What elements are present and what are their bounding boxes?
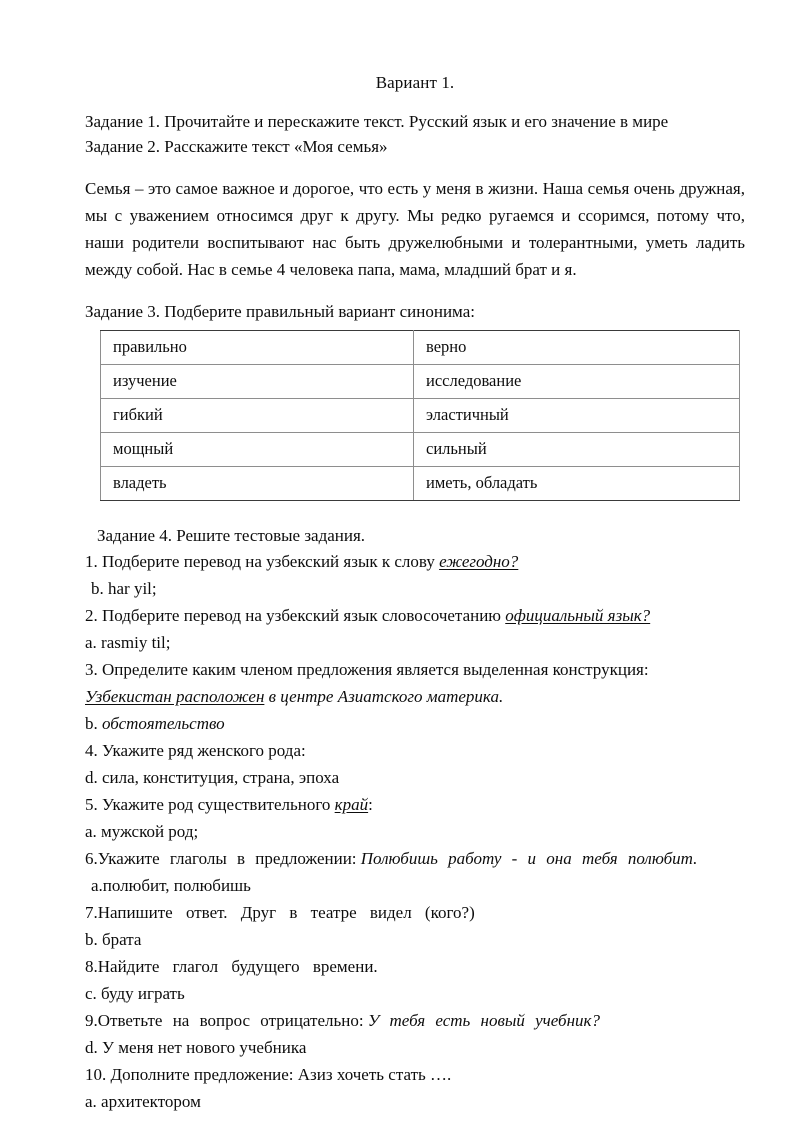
question-1-emphasis: ежегодно? bbox=[439, 551, 519, 571]
question-5-text: Укажите род существительного bbox=[102, 794, 331, 814]
question-6-prompt bbox=[85, 845, 745, 872]
question-3-number: 3. bbox=[85, 659, 98, 679]
question-7-answer-letter: b. bbox=[85, 929, 98, 949]
question-6-answer bbox=[85, 872, 745, 899]
question-10-answer-letter: a. bbox=[85, 1091, 97, 1111]
question-1-prompt bbox=[85, 548, 745, 575]
question-3-text: Определите каким членом предложения является выделенная конструкция: bbox=[102, 659, 649, 679]
question-10-answer-text: архитектором bbox=[101, 1091, 201, 1111]
question-7-prompt bbox=[85, 899, 745, 926]
question-2-answer-letter: a. bbox=[85, 632, 97, 652]
question-8-prompt bbox=[85, 953, 745, 980]
question-3-answer-letter: b. bbox=[85, 713, 98, 733]
question-2-answer bbox=[85, 629, 745, 656]
question-1-number: 1. bbox=[85, 551, 98, 571]
page-title: Вариант 1. bbox=[375, 73, 455, 92]
question-4-answer-letter: d. bbox=[85, 767, 98, 787]
table-cell-synonym: исследование bbox=[414, 364, 740, 398]
question-1-answer-letter: b. bbox=[91, 578, 104, 598]
synonym-table bbox=[100, 330, 740, 501]
question-2-text: Подберите перевод на узбекский язык словосочетанию bbox=[102, 605, 502, 625]
question-4-number: 4. bbox=[85, 740, 98, 760]
question-7-answer-text: брата bbox=[102, 929, 142, 949]
table-cell-word: мощный bbox=[101, 432, 414, 466]
question-5-answer-letter: a. bbox=[85, 821, 97, 841]
task-4-heading: Задание 4. Решите тестовые задания. bbox=[97, 525, 366, 545]
question-4-prompt bbox=[85, 737, 745, 764]
question-2-answer-text: rasmiy til; bbox=[101, 632, 171, 652]
question-9-text: Ответьте на вопрос отрицательно: bbox=[97, 1010, 364, 1030]
document-content bbox=[85, 72, 745, 1115]
question-10-number: 10. bbox=[85, 1064, 107, 1084]
question-9-emphasis: У тебя есть новый учебник? bbox=[367, 1010, 600, 1030]
question-6-emphasis: Полюбишь работу - и она тебя полюбит. bbox=[360, 848, 698, 868]
question-6-answer-letter: a. bbox=[91, 875, 103, 895]
question-8-number: 8. bbox=[85, 956, 98, 976]
table-cell-word: изучение bbox=[101, 364, 414, 398]
task-1-line: Задание 1. Прочитайте и перескажите текст. Русский язык и его значение в мире bbox=[85, 111, 669, 131]
question-7-number: 7. bbox=[85, 902, 98, 922]
table-row bbox=[101, 364, 740, 398]
question-5-emphasis: край bbox=[334, 794, 369, 814]
question-5-emphasis-tail: : bbox=[368, 794, 373, 814]
question-9-answer-text: У меня нет нового учебника bbox=[102, 1037, 307, 1057]
question-9-number: 9. bbox=[85, 1010, 98, 1030]
question-3-emphasis: Узбекистан расположен bbox=[85, 686, 265, 706]
question-6-text: Укажите глаголы в предложении: bbox=[97, 848, 357, 868]
question-8-answer-letter: c. bbox=[85, 983, 97, 1003]
question-6-number: 6. bbox=[85, 848, 98, 868]
question-1-text: Подберите перевод на узбекский язык к слову bbox=[102, 551, 435, 571]
question-3-emphasis-tail: в центре Азиатского материка. bbox=[264, 686, 504, 706]
table-row bbox=[101, 330, 740, 364]
question-9-answer bbox=[85, 1034, 745, 1061]
task-2-line: Задание 2. Расскажите текст «Моя семья» bbox=[85, 136, 388, 156]
question-4-text: Укажите ряд женского рода: bbox=[102, 740, 306, 760]
question-2-number: 2. bbox=[85, 605, 98, 625]
question-3-prompt bbox=[85, 656, 745, 683]
question-1-answer-text: har yil; bbox=[108, 578, 157, 598]
table-cell-synonym: сильный bbox=[414, 432, 740, 466]
question-5-number: 5. bbox=[85, 794, 98, 814]
question-10-prompt bbox=[85, 1061, 745, 1088]
question-10-answer bbox=[85, 1088, 745, 1115]
task-3-heading: Задание 3. Подберите правильный вариант синонима: bbox=[85, 301, 475, 321]
table-cell-word: гибкий bbox=[101, 398, 414, 432]
question-2-emphasis: официальный язык? bbox=[505, 605, 651, 625]
question-8-text: Найдите глагол будущего времени. bbox=[97, 956, 378, 976]
question-8-answer-text: буду играть bbox=[101, 983, 185, 1003]
table-cell-synonym: иметь, обладать bbox=[414, 466, 740, 500]
table-cell-word: владеть bbox=[101, 466, 414, 500]
question-10-text: Дополните предложение: Азиз хочеть стать …. bbox=[110, 1064, 452, 1084]
question-5-answer-text: мужской род; bbox=[101, 821, 199, 841]
question-2-prompt bbox=[85, 602, 745, 629]
question-1-answer bbox=[85, 575, 745, 602]
table-cell-word: правильно bbox=[101, 330, 414, 364]
question-7-text: Напишите ответ. Друг в театре видел (кого?) bbox=[97, 902, 475, 922]
table-cell-synonym: верно bbox=[414, 330, 740, 364]
question-5-prompt bbox=[85, 791, 745, 818]
question-4-answer bbox=[85, 764, 745, 791]
spacer bbox=[85, 501, 745, 523]
family-paragraph: Семья – это самое важное и дорогое, что есть у меня в жизни. Наша семья очень дружная, мы с уважением относимся друг к другу. Мы редко ругаемся и ссоримся, потому что, наши родители воспитывают нас быть дружелюбными и толерантными, уметь ладить между собой. Нас в семье 4 человека папа, мама, младший брат и я. bbox=[85, 178, 745, 279]
question-7-answer bbox=[85, 926, 745, 953]
question-6-answer-text: полюбит, полюбишь bbox=[102, 875, 251, 895]
table-row bbox=[101, 466, 740, 500]
spacer bbox=[85, 159, 745, 175]
question-4-answer-text: сила, конституция, страна, эпоха bbox=[102, 767, 340, 787]
question-8-answer bbox=[85, 980, 745, 1007]
table-row bbox=[101, 432, 740, 466]
question-3-sentence bbox=[85, 683, 745, 710]
table-row bbox=[101, 398, 740, 432]
question-3-answer bbox=[85, 710, 745, 737]
table-cell-synonym: эластичный bbox=[414, 398, 740, 432]
question-3-answer-text: обстоятельство bbox=[102, 713, 225, 733]
spacer bbox=[85, 283, 745, 299]
question-5-answer bbox=[85, 818, 745, 845]
question-9-answer-letter: d. bbox=[85, 1037, 98, 1057]
question-9-prompt bbox=[85, 1007, 745, 1034]
